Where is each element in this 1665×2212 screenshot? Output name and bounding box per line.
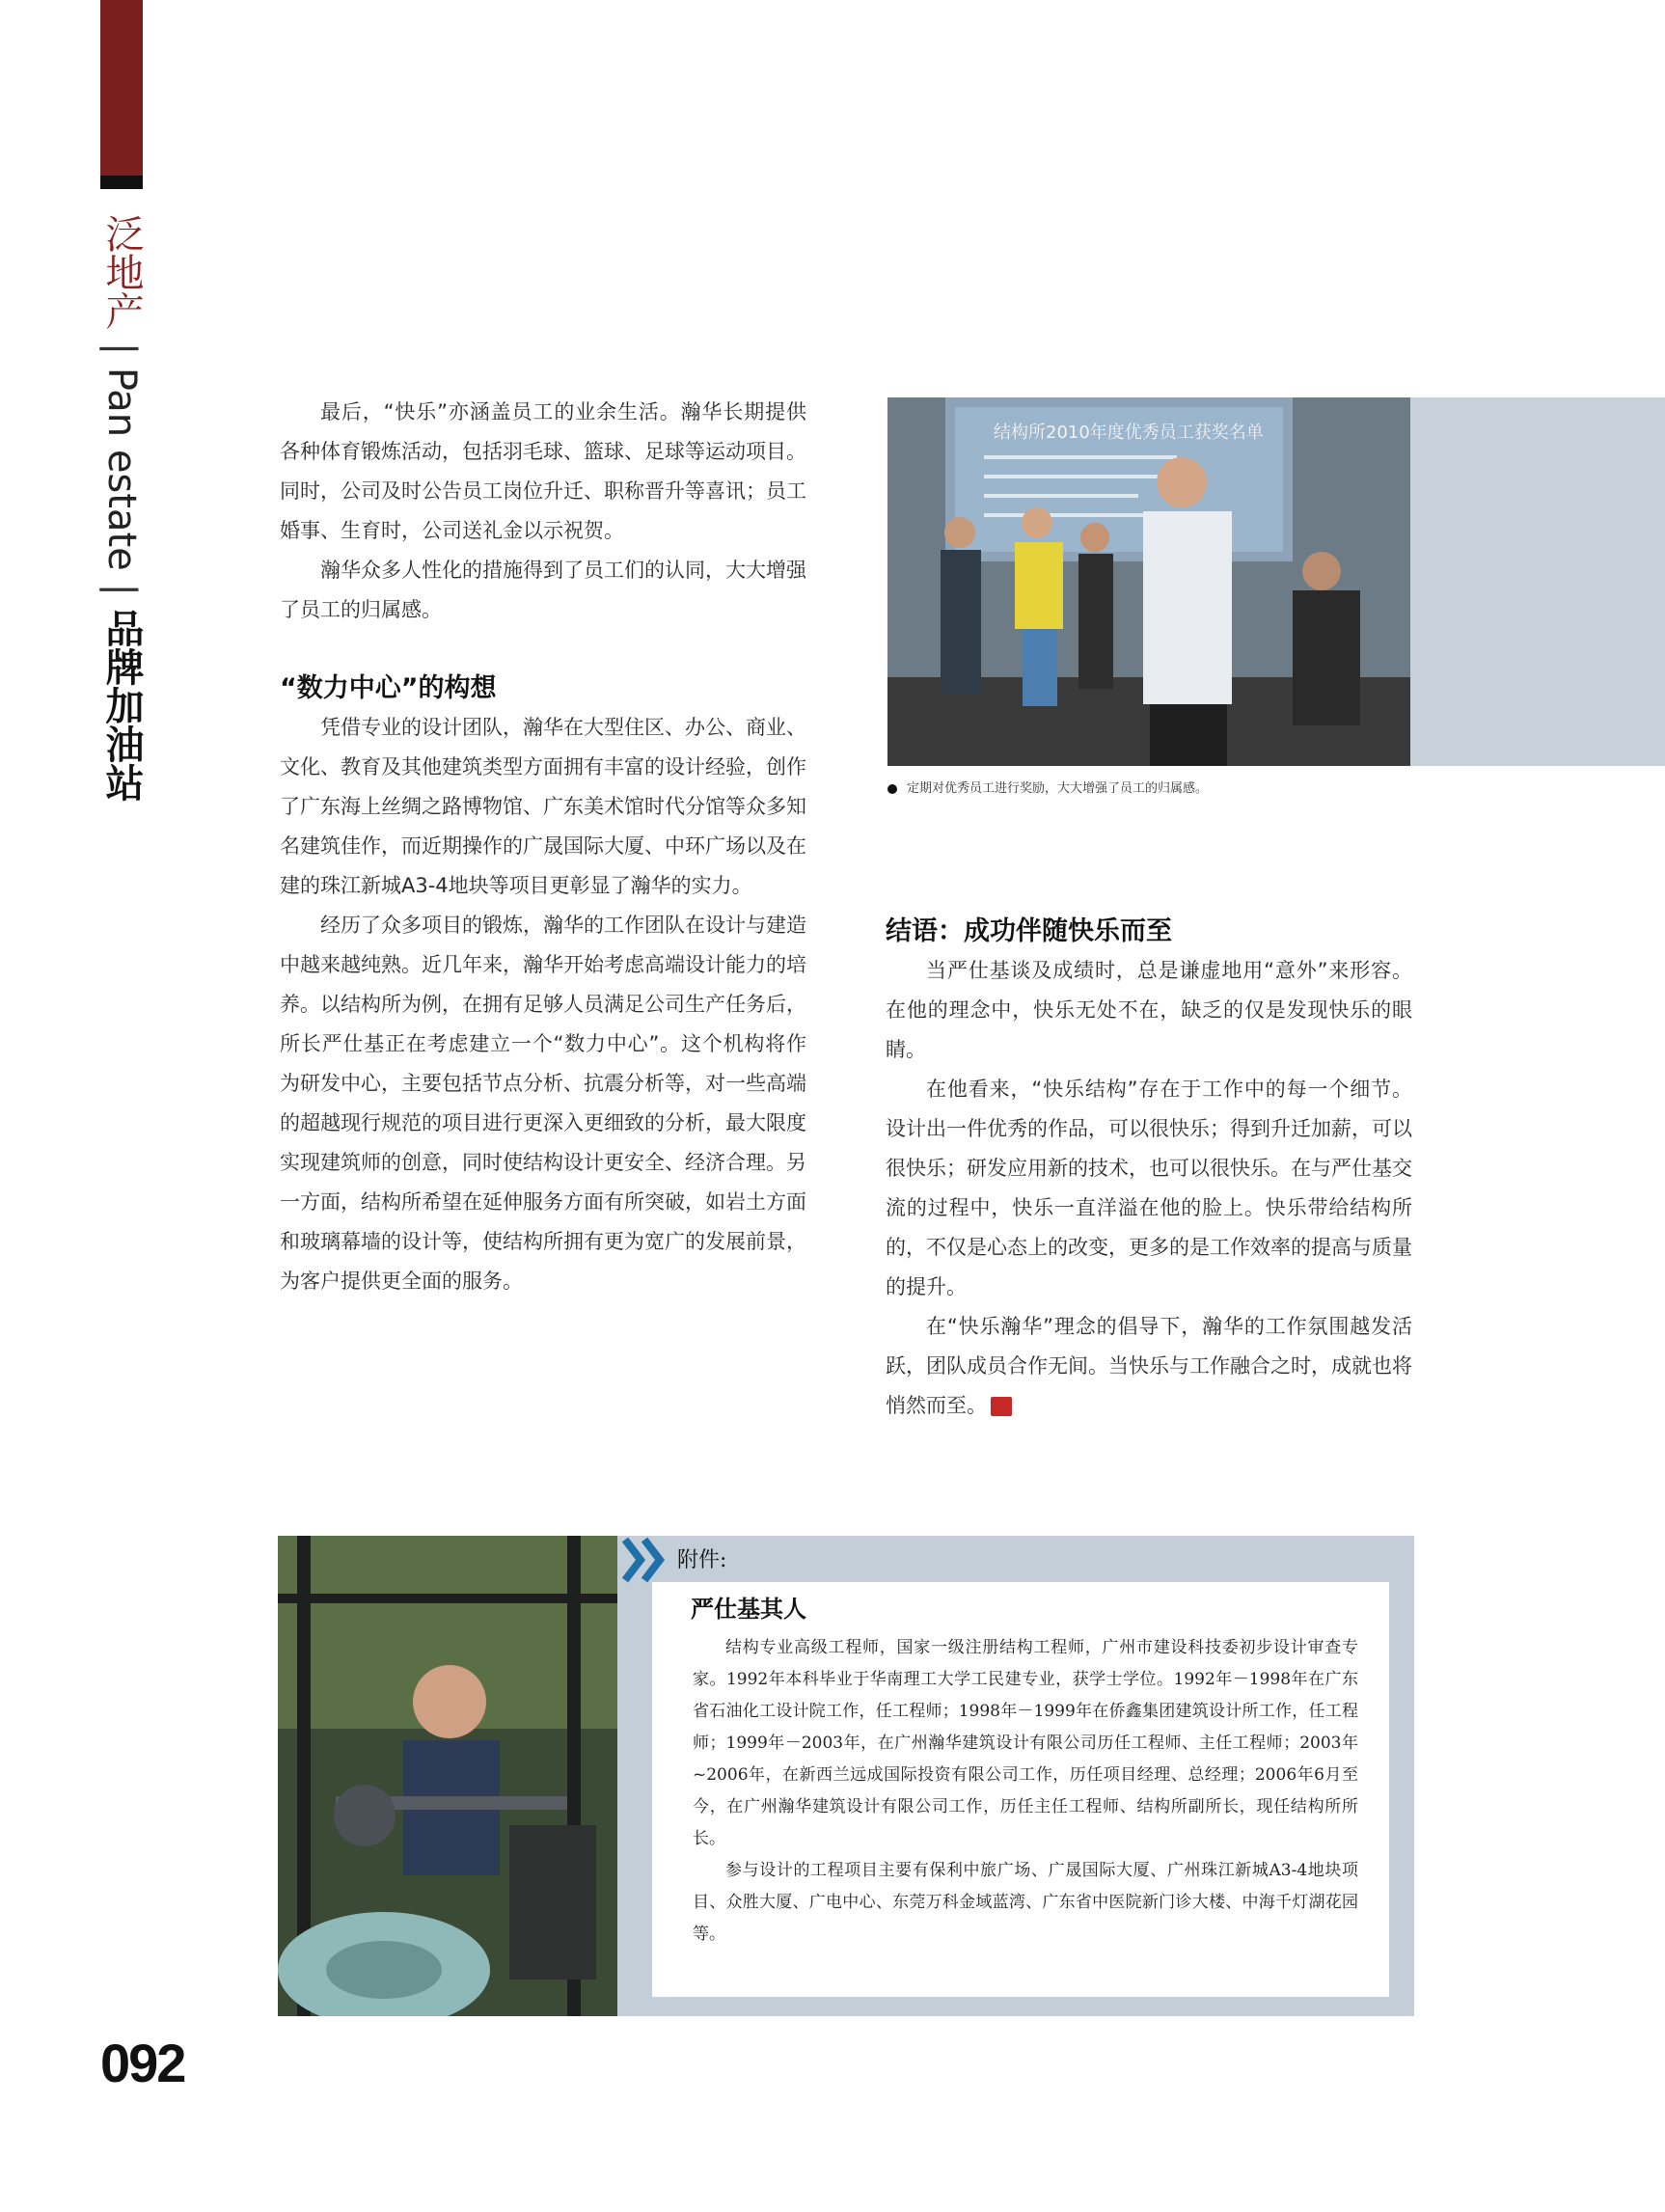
section-heading: “数力中心”的构想 (280, 673, 497, 703)
paragraph: 结构专业高级工程师，国家一级注册结构工程师，广州市建设科技委初步设计审查专家。1992年本科毕业于华南理工大学工民建专业，获学士学位。1992年－1998年在广东省石油化工设计院工作，任工程师；1998年－1999年在侨鑫集团建筑设计所工作，任工程师；1999年－2003年，在广州瀚华建筑设计有限公司历任工程师、主任工程师；2003年~2006年，在新西兰远成国际投资有限公司工作，历任项目经理、总经理；2006年6月至今，在广州瀚华建筑设计有限公司工作，历任主任工程师、结构所副所长，现任结构所所长。 (693, 1638, 1358, 1848)
label-separator: | (99, 341, 144, 356)
paragraph: 经历了众多项目的锻炼，瀚华的工作团队在设计与建造中越来越纯熟。近几年来，瀚华开始考虑高端设计能力的培养。以结构所为例，在拥有足够人员满足公司生产任务后，所长严仕基正在考虑建立一个“数力中心”。这个机构将作为研发中心，主要包括节点分析、抗震分析等，对一些高端的超越现行规范的项目进行更深入更细致的分析，最大限度实现建筑师的创意，同时使结构设计更安全、经济合理。另一方面，结构所希望在延伸服务方面有所突破，如岩土方面和玻璃幕墙的设计等，使结构所拥有更为宽广的发展前景，为客户提供更全面的服务。 (280, 914, 806, 1293)
label-separator-2: | (99, 583, 144, 596)
sidebar-black-bar (100, 176, 143, 189)
page-number: 092 (100, 2033, 185, 2093)
bullet-icon (887, 784, 897, 794)
paragraph (886, 1307, 1412, 1426)
paragraph: 在他看来，“快乐结构”存在于工作中的每一个细节。设计出一件优秀的作品，可以很快乐；得到升迁加薪，可以很快乐；研发应用新的技术，也可以很快乐。在与严仕基交流的过程中，快乐一直洋溢在他的脸上。快乐带给结构所的，不仅是心态上的改变，更多的是工作效率的提高与质量的提升。 (886, 1078, 1412, 1298)
paragraph-text: 在“快乐瀚华”理念的倡导下，瀚华的工作氛围越发活跃，团队成员合作无间。当快乐与工作融合之时，成就也将悄然而至。 (886, 1315, 1412, 1417)
sidebar-color-bar (100, 0, 143, 176)
english-label: Pan estate (99, 367, 144, 571)
award-ceremony-photo (887, 397, 1410, 766)
section-heading: 结语：成功伴随快乐而至 (886, 916, 1172, 946)
paragraph: 当严仕基谈及成绩时，总是谦虚地用“意外”来形容。在他的理念中，快乐无处不在，缺乏的仅是发现快乐的眼睛。 (886, 959, 1412, 1061)
section-label (100, 214, 143, 802)
appendix-title: 严仕基其人 (691, 1596, 806, 1623)
right-column (886, 912, 1412, 1426)
chevron-right-icon (619, 1536, 671, 1584)
category-label: 泛地产 (99, 214, 144, 330)
paragraph: 瀚华众多人性化的措施得到了员工们的认同，大大增强了员工的归属感。 (280, 559, 806, 621)
portrait-photo (278, 1536, 617, 2016)
paragraph: 凭借专业的设计团队，瀚华在大型住区、办公、商业、文化、教育及其他建筑类型方面拥有丰富的设计经验，创作了广东海上丝绸之路博物馆、广东美术馆时代分馆等众多知名建筑佳作，而近期操作的广晟国际大厦、中环广场以及在建的珠江新城A3-4地块等项目更彰显了瀚华的实力。 (280, 716, 806, 897)
screen-text: 结构所2010年度优秀员工获奖名单 (994, 423, 1264, 443)
appendix-label: 附件: (677, 1548, 727, 1572)
left-column (280, 393, 806, 1301)
decorative-panel (1410, 397, 1665, 766)
photo-caption (887, 778, 1428, 796)
end-mark-icon: 写 (991, 1397, 1012, 1416)
paragraph: 最后，“快乐”亦涵盖员工的业余生活。瀚华长期提供各种体育锻炼活动，包括羽毛球、篮球、足球等运动项目。同时，公司及时公告员工岗位升迁、职称晋升等喜讯；员工婚事、生育时，公司送礼金以示祝贺。 (280, 400, 806, 542)
column-name: 品牌加油站 (99, 608, 144, 802)
appendix-text (693, 1632, 1358, 1951)
paragraph: 参与设计的工程项目主要有保利中旅广场、广晟国际大厦、广州珠江新城A3-4地块项目、众胜大厦、广电中心、东莞万科金域蓝湾、广东省中医院新门诊大楼、中海千灯湖花园等。 (693, 1861, 1358, 1944)
caption-text: 定期对优秀员工进行奖励，大大增强了员工的归属感。 (907, 781, 1209, 796)
